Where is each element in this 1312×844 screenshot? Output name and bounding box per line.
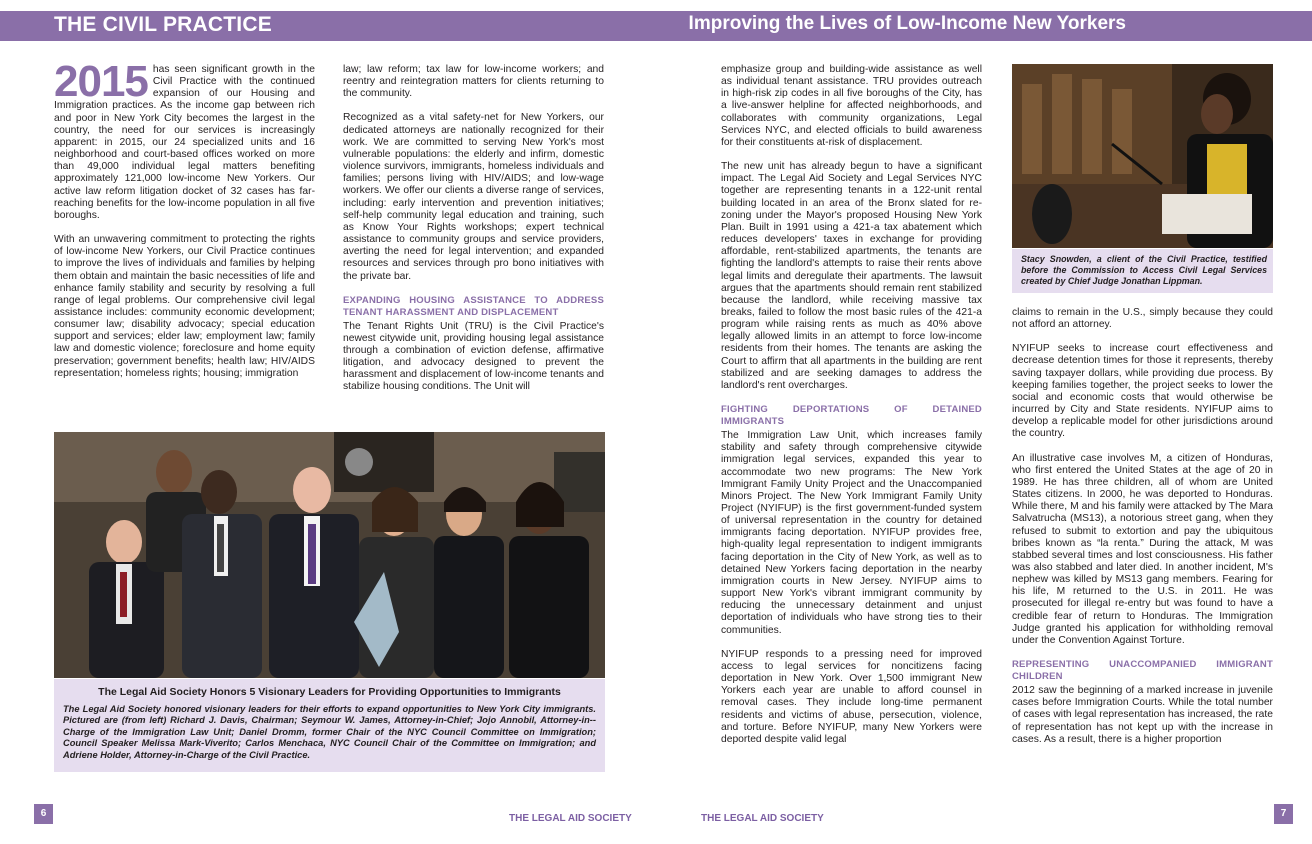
- section-title: THE CIVIL PRACTICE: [54, 13, 272, 36]
- paragraph: The new unit has already begun to have a significant impact. The Legal Aid Society and Legal Services NYC together are representing tenants in a 122-unit rental building located in an area of the Bronx slated for re-zoning under the Mayor's proposed Housing New York Plan. Built in 1991 using a 421-a tax abatement which reduces developers' taxes in exchange for providing affordable, rent-stabilized apartments, the tenants are fighting the landlord's attempts to raise their rents above legal limits and deregulate their apartments. The lawsuit argues that the apartments should remain rent stabilized because the landlord, while receiving massive tax breaks, failed to follow the most basic rules of the 421-a program while raising rents as much as 40% above legally allowed limits in an attempt to force low-income residents from their homes. The tenants are asking the Court to affirm that all apartments in the building are rent stabilized and are seeking damages to address the landlord's rent overcharges.: [721, 161, 982, 391]
- group-photo-illustration: [54, 432, 605, 678]
- paragraph: The Tenant Rights Unit (TRU) is the Civil Practice's newest citywide unit, providing housing legal assistance through a combination of eviction defense, affirmative litigation, and advocacy designed to prevent the harassment and displacement of low-income tenants and stabilize housing conditions. The Unit will: [343, 320, 604, 393]
- testimony-photo-caption: [1012, 249, 1273, 293]
- paragraph: NYIFUP responds to a pressing need for improved access to legal services for noncitizens facing deportation in New York. Over 1,500 immigrant New Yorkers each year are unable to afford counsel in removal cases. They include long-time permanent residents and victims of abuse, persecution, violence, and torture. Before NYIFUP, many New Yorkers were deported despite valid legal: [721, 648, 982, 745]
- page-number-left: 6: [34, 804, 53, 824]
- page-subtitle: Improving the Lives of Low-Income New Yorkers: [688, 13, 1126, 34]
- column-4: [1012, 307, 1273, 746]
- caption-text: Stacy Snowden, a client of the Civil Practice, testified before the Commission to Access Civil Legal Services created by Chief Judge Jonathan Lippman.: [1021, 254, 1267, 286]
- paragraph: 2012 saw the beginning of a marked increase in juvenile cases before Immigration Courts. While the total number of cases with legal representation has increased, the rate of representation has not kept up with the increase in cases. As a result, there is a higher proportion: [1012, 685, 1273, 745]
- paragraph: With an unwavering commitment to protecting the rights of low-income New Yorkers, our Civil Practice continues to improve the lives of individuals and families by helping them obtain and maintain the basic necessities of life and enhance family stability and security by resolving a full range of legal problems. Our comprehensive civil legal assistance includes: community economic development; consumer law; disability advocacy; special education support and services; elder law; employment law; family law and domestic violence; foreclosure and home equity preservation; government benefits; health law; HIV/AIDS representation; homeless rights; housing; immigration: [54, 234, 316, 379]
- section-heading: REPRESENTING UNACCOMPANIED IMMIGRANT CHILDREN: [1012, 659, 1273, 683]
- column-2: [343, 64, 604, 394]
- paragraph: The Immigration Law Unit, which increases family stability and safety through comprehensive citywide immigration legal services, expanded this year to accommodate two new programs: The New York Immigrant Family Unity Project and the Unaccompanied Minors Project. The New York Immigrant Family Unity Project (NYIFUP) is the first government-funded system of universal representation in the country for detained immigrants facing deportation. NYIFUP provides free, high-quality legal representation to indigent immigrants facing deportation in the City of New York, as well as to detained New Yorkers facing deportation in the nearby immigration courts in New Jersey. NYIFUP aims to support New York's vibrant immigrant community by reducing the unnecessary detainment and unjust deportation of individuals who have strong ties to their communities.: [721, 430, 982, 636]
- caption-text: The Legal Aid Society honored visionary leaders for their efforts to expand opportunities to New York City immigrants. Pictured are (from left) Richard J. Davis, Chairman; Seymour W. James, Attorney-in-Chief; Jojo Annobil, Attorney-in--Charge of the Immigration Law Unit; Daniel Dromm, former Chair of the NYC Council Committee on Immigration; Council Speaker Melissa Mark-Viverito; Carlos Menchaca, NYC Council Chair of the Committee on Immigration; and Adriene Holder, Attorney-in-Charge of the Civil Practice.: [63, 704, 596, 760]
- group-photo: [54, 432, 605, 678]
- testimony-photo: [1012, 64, 1273, 248]
- intro-paragraph: 2015 has seen significant growth in the Civil Practice with the continued expansion of our Housing and Immigration practices. As the income gap between rich and poor in New York City becomes the largest in the country, the need for our services is increasingly apparent: in 2015, our 24 specialized units and 16 neighborhood and court-based offices worked on more than 49,000 individual legal matters benefiting approximately 121,000 low-income New Yorkers. Our active law reform litigation docket of 32 cases has far-reaching benefits for the low-income population in all five boroughs.: [54, 57, 315, 221]
- footer-org-right: THE LEGAL AID SOCIETY: [701, 813, 824, 824]
- page-number-right: 7: [1274, 804, 1293, 824]
- paragraph: An illustrative case involves M, a citizen of Honduras, who first entered the United States at the age of 20 in 1989. He has three children, all of whom are United States citizens. In 2000, he was deported to Honduras. While there, M and his family were attacked by The Mara Salvatrucha (MS13), a notorious street gang, when they refused to submit to extortion and pay the ubiquitous bribes known as “la renta.” During the attack, M was stabbed several times and lost consciousness. His father was also stabbed and later died. In another incident, M's nephew was killed by MS13 gang members. Fearing for his life, M returned to the U.S. in 2011. He was prosecuted for illegal re-entry but was found to have a credible fear of return to Honduras. The Immigration Judge granted his application for withholding removal under the Convention Against Torture.: [1012, 452, 1273, 646]
- paragraph: NYIFUP seeks to increase court effectiveness and decrease detention times for those it represents, thereby saving taxpayer dollars, while providing due process. By keeping families together, the project seeks to lower the social and economic costs that would otherwise be incurred by City and State residents. NYIFUP aims to develop a replicable model for other jurisdictions around the country.: [1012, 343, 1273, 440]
- section-heading: EXPANDING HOUSING ASSISTANCE TO ADDRESS TENANT HARASSMENT AND DISPLACEMENT: [343, 294, 604, 318]
- paragraph: Recognized as a vital safety-net for New Yorkers, our dedicated attorneys are nationally recognized for their work. We are committed to serving New York's most vulnerable populations: the elderly and infirm, domestic violence survivors, immigrants, homeless individuals and families; persons living with HIV/AIDS; and low-wage workers. We offer our clients a diverse range of services, including: early intervention and prevention initiatives; self-help community legal education and training, such as Know Your Rights workshops; expert technical assistance to community groups and service providers, averting the need for legal intervention; and expanded resources and services through pro bono initiatives with the private bar.: [343, 112, 604, 282]
- paragraph: emphasize group and building-wide assistance as well as individual tenant assistance. TRU provides outreach in high-risk zip codes in all five boroughs of the City, has a live-answer helpline for affected neighborhoods, and collaborates with community organizations, Legal Services NYC, and elected officials to build awareness for their constituents at-risk of displacement.: [721, 64, 982, 148]
- caption-title: The Legal Aid Society Honors 5 Visionary Leaders for Providing Opportunities to Immigrants: [98, 686, 561, 698]
- column-1: [54, 57, 316, 380]
- paragraph: claims to remain in the U.S., simply because they could not afford an attorney.: [1012, 307, 1273, 331]
- column-3: [721, 64, 982, 746]
- footer-org-left: THE LEGAL AID SOCIETY: [509, 813, 632, 824]
- section-heading: FIGHTING DEPORTATIONS OF DETAINED IMMIGRANTS: [721, 404, 982, 428]
- photo-caption: [54, 679, 605, 772]
- testimony-photo-illustration: [1012, 64, 1273, 248]
- drop-year: 2015: [54, 57, 148, 106]
- paragraph: law; law reform; tax law for low-income workers; and reentry and reintegration matters for clients returning to the community.: [343, 64, 604, 100]
